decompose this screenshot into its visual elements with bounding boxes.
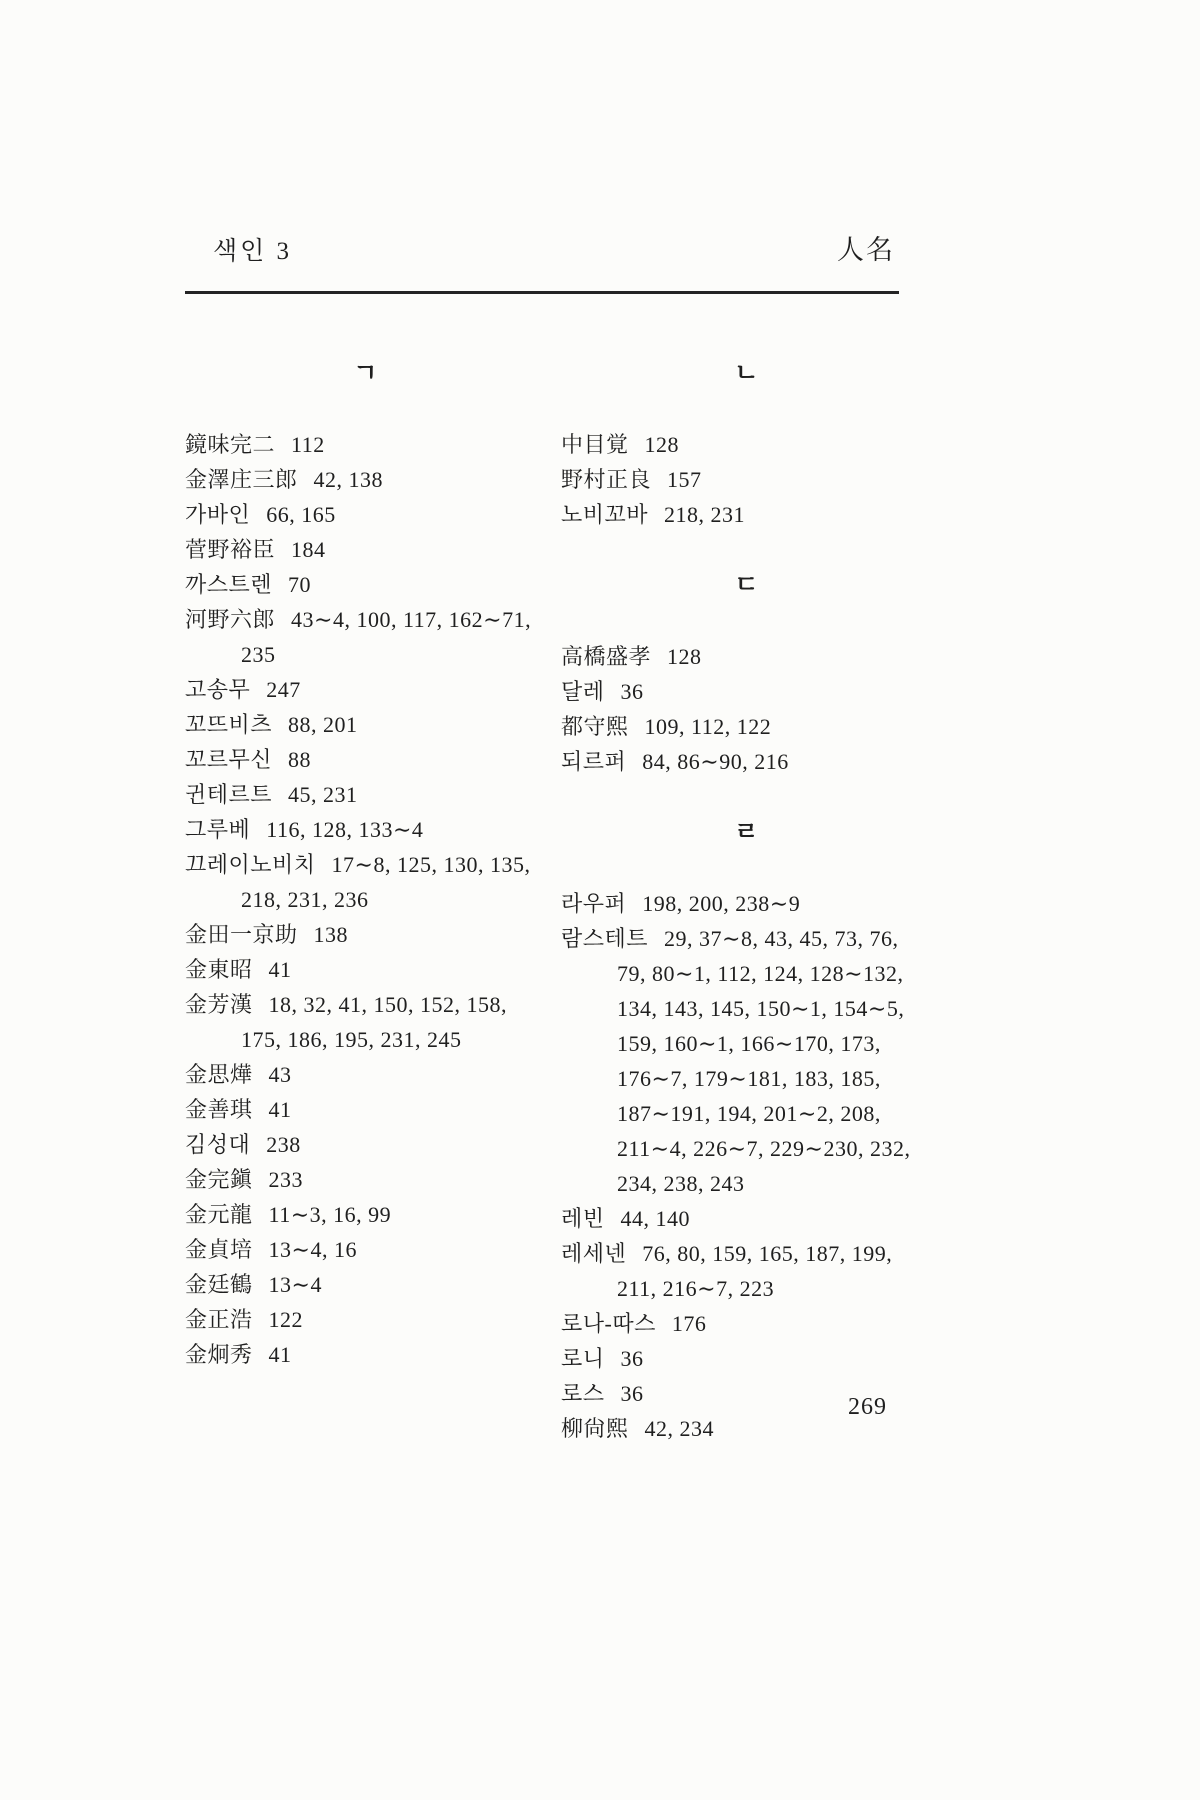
entry-name: 金貞培 — [185, 1237, 253, 1262]
entry-pages: 122 — [268, 1307, 304, 1332]
entry-name: 鏡味完二 — [185, 432, 276, 457]
section-label: ㄹ — [734, 819, 760, 846]
index-entry — [185, 917, 547, 952]
index-entry — [185, 532, 547, 567]
entry-name: 되르퍼 — [561, 749, 627, 774]
entry-pages: 76, 80, 159, 165, 187, 199, 211, 216∼7, 223 — [617, 1241, 893, 1301]
index-column-right — [561, 334, 933, 1446]
entry-pages: 41 — [268, 957, 292, 982]
entry-pages: 138 — [313, 922, 349, 947]
entry-pages: 238 — [266, 1132, 301, 1157]
entry-pages: 43∼4, 100, 117, 162∼71, 235 — [241, 607, 532, 667]
entry-name: 꼬뜨비츠 — [185, 712, 273, 737]
entry-name: 金正浩 — [185, 1307, 253, 1332]
entry-name: 귄테르트 — [185, 782, 273, 807]
index-entry — [185, 1337, 547, 1372]
entry-name: 中目覚 — [561, 432, 629, 457]
entry-name: 野村正良 — [561, 467, 652, 492]
index-entry — [561, 1341, 933, 1376]
index-entry — [185, 742, 547, 777]
entry-pages: 88, 201 — [288, 712, 358, 737]
index-entry — [561, 462, 933, 497]
entry-pages: 29, 37∼8, 43, 45, 73, 76, 79, 80∼1, 112, 124, 128∼132, 134, 143, 145, 150∼1, 154∼5, 159, 160∼1, 166∼170, 173, 176∼7, 179∼181, 183, 185, 187∼191, 194, 201∼2, 208, 211∼4, 226∼7, 229∼230, 232, 234, 238, 243 — [617, 926, 911, 1196]
entry-name: 金芳漢 — [185, 992, 253, 1017]
section-label: ㄴ — [734, 360, 760, 387]
entry-pages: 116, 128, 133∼4 — [266, 817, 424, 842]
index-entry — [185, 847, 547, 917]
entry-pages: 112 — [291, 432, 325, 457]
index-entry — [185, 1162, 547, 1197]
index-entry — [185, 462, 547, 497]
entry-name: 달레 — [561, 679, 605, 704]
entry-pages: 247 — [266, 677, 301, 702]
index-entry — [185, 987, 547, 1057]
index-entry — [185, 952, 547, 987]
entry-name: 끄레이노비치 — [185, 852, 316, 877]
entry-pages: 184 — [291, 537, 326, 562]
entry-pages: 66, 165 — [266, 502, 336, 527]
entry-name: 그루베 — [185, 817, 251, 842]
entry-pages: 13∼4 — [268, 1272, 322, 1297]
entry-pages: 128 — [644, 432, 680, 457]
entry-pages: 42, 234 — [644, 1416, 715, 1441]
index-entry — [185, 1232, 547, 1267]
entry-pages: 18, 32, 41, 150, 152, 158, 175, 186, 195, 231, 245 — [241, 992, 508, 1052]
entry-name: 金完鎭 — [185, 1167, 253, 1192]
index-entry — [561, 639, 933, 674]
entry-pages: 128 — [667, 644, 702, 669]
index-entry — [561, 674, 933, 709]
index-entry — [561, 886, 933, 921]
entry-name: 金元龍 — [185, 1202, 253, 1227]
entry-name: 金廷鶴 — [185, 1272, 253, 1297]
section-label: ㄷ — [734, 572, 760, 599]
entry-pages: 36 — [620, 679, 644, 704]
entry-name: 菅野裕臣 — [185, 537, 276, 562]
index-entry — [185, 1197, 547, 1232]
entry-pages: 13∼4, 16 — [268, 1237, 357, 1262]
entry-pages: 70 — [288, 572, 312, 597]
index-entry — [185, 1267, 547, 1302]
entry-name: 노비꼬바 — [561, 502, 649, 527]
page-number: 269 — [848, 1394, 887, 1420]
entry-name: 高橋盛孝 — [561, 644, 652, 669]
index-entry — [185, 1302, 547, 1337]
index-columns — [185, 334, 933, 1446]
entry-pages: 17∼8, 125, 130, 135, 218, 231, 236 — [241, 852, 531, 912]
entry-pages: 218, 231 — [664, 502, 746, 527]
entry-name: 김성대 — [185, 1132, 251, 1157]
entry-pages: 11∼3, 16, 99 — [268, 1202, 392, 1227]
entry-pages: 45, 231 — [288, 782, 358, 807]
entry-pages: 43 — [268, 1062, 292, 1087]
entry-pages: 88 — [288, 747, 312, 772]
entry-name: 고송무 — [185, 677, 251, 702]
entry-pages: 233 — [268, 1167, 304, 1192]
index-entry — [561, 709, 933, 744]
entry-name: 람스테트 — [561, 926, 649, 951]
entry-name: 레빈 — [561, 1206, 605, 1231]
index-column-left — [185, 334, 561, 1446]
index-entry — [185, 707, 547, 742]
index-entry — [561, 1236, 933, 1306]
entry-name: 레세넨 — [561, 1241, 627, 1266]
entry-pages: 42, 138 — [313, 467, 384, 492]
index-entry — [561, 427, 933, 462]
index-entry — [185, 1127, 547, 1162]
index-entry — [561, 1306, 933, 1341]
entry-name: 로니 — [561, 1346, 605, 1371]
index-entry — [561, 744, 933, 779]
section-label: ㄱ — [353, 360, 379, 387]
index-entry — [561, 497, 933, 532]
entry-pages: 41 — [268, 1342, 292, 1367]
entry-pages: 109, 112, 122 — [644, 714, 772, 739]
entry-pages: 84, 86∼90, 216 — [642, 749, 789, 774]
entry-name: 金善琪 — [185, 1097, 253, 1122]
entry-name: 까스트렌 — [185, 572, 273, 597]
index-entry — [185, 497, 547, 532]
entry-pages: 41 — [268, 1097, 292, 1122]
entry-name: 都守熙 — [561, 714, 629, 739]
entry-name: 라우퍼 — [561, 891, 627, 916]
entry-name: 河野六郎 — [185, 607, 276, 632]
header-category-title: 人名 — [837, 235, 895, 265]
entry-pages: 36 — [620, 1381, 644, 1406]
entry-name: 金東昭 — [185, 957, 253, 982]
entry-name: 꼬르무신 — [185, 747, 273, 772]
entry-name: 로나-따스 — [561, 1311, 656, 1336]
entry-name: 金炯秀 — [185, 1342, 253, 1367]
index-entry — [185, 777, 547, 812]
header-index-title: 색인 3 — [213, 238, 293, 265]
page-header — [185, 228, 899, 294]
entry-pages: 36 — [620, 1346, 644, 1371]
entry-pages: 157 — [667, 467, 702, 492]
entry-name: 柳尙熙 — [561, 1416, 629, 1441]
index-entry — [185, 1057, 547, 1092]
index-entry — [185, 812, 547, 847]
entry-pages: 44, 140 — [620, 1206, 691, 1231]
page-content — [185, 228, 933, 1446]
index-entry — [561, 921, 933, 1201]
index-entry — [185, 427, 547, 462]
index-entry — [185, 567, 547, 602]
index-entry — [185, 672, 547, 707]
entry-pages: 176 — [671, 1311, 707, 1336]
index-entry — [185, 602, 547, 672]
entry-name: 로스 — [561, 1381, 605, 1406]
entry-pages: 198, 200, 238∼9 — [642, 891, 801, 916]
index-entry — [561, 1201, 933, 1236]
entry-name: 金田一京助 — [185, 922, 298, 947]
entry-name: 金澤庄三郎 — [185, 467, 298, 492]
entry-name: 가바인 — [185, 502, 251, 527]
index-entry — [185, 1092, 547, 1127]
entry-name: 金思燁 — [185, 1062, 253, 1087]
